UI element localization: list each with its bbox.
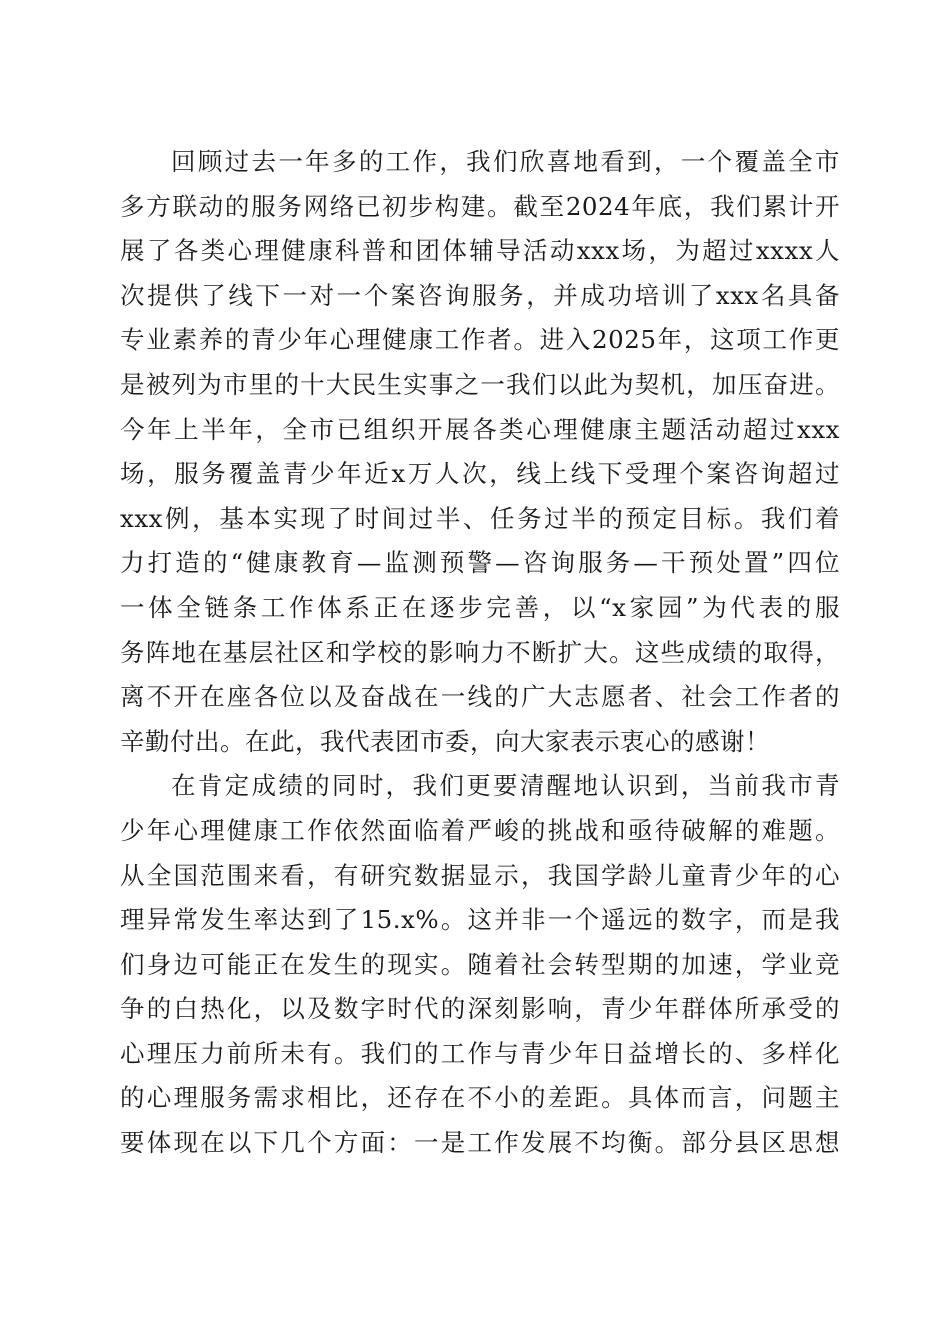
text-line: 专业素养的青少年心理健康工作者。进入2025年，这项工作更 <box>120 325 840 355</box>
text-line: 一体全链条工作体系正在逐步完善，以“x家园”为代表的服 <box>120 592 840 622</box>
paragraph-1 <box>120 140 840 764</box>
text-line: 次提供了线下一对一个案咨询服务，并成功培训了xxx名具备 <box>120 280 840 310</box>
text-line: 展了各类心理健康科普和团体辅导活动xxx场，为超过xxxx人 <box>120 236 840 266</box>
document-body <box>120 140 840 1166</box>
text-line: 今年上半年，全市已组织开展各类心理健康主题活动超过xxx <box>120 414 840 444</box>
text-line: 力打造的“健康教育—监测预警—咨询服务—干预处置”四位 <box>120 548 840 578</box>
text-line: 的心理服务需求相比，还存在不小的差距。具体而言，问题主 <box>120 1083 840 1113</box>
text-line: 务阵地在基层社区和学校的影响力不断扩大。这些成绩的取得， <box>120 637 840 667</box>
text-line: 辛勤付出。在此，我代表团市委，向大家表示衷心的感谢！ <box>120 726 770 756</box>
text-line: 场，服务覆盖青少年近x万人次，线上线下受理个案咨询超过 <box>120 459 840 489</box>
text-line: 在肯定成绩的同时，我们更要清醒地认识到，当前我市青 <box>171 771 840 801</box>
text-line: 离不开在座各位以及奋战在一线的广大志愿者、社会工作者的 <box>120 682 840 712</box>
text-line: 要体现在以下几个方面：一是工作发展不均衡。部分县区思想 <box>120 1128 840 1158</box>
text-line: 理异常发生率达到了15.x%。这并非一个遥远的数字，而是我 <box>120 905 840 935</box>
text-line: 是被列为市里的十大民生实事之一我们以此为契机，加压奋进。 <box>120 369 840 399</box>
text-line: 少年心理健康工作依然面临着严峻的挑战和亟待破解的难题。 <box>120 815 840 845</box>
paragraph-2 <box>120 764 840 1165</box>
text-line: xxx例，基本实现了时间过半、任务过半的预定目标。我们着 <box>120 503 840 533</box>
text-line: 争的白热化，以及数字时代的深刻影响，青少年群体所承受的 <box>120 994 840 1024</box>
text-line: 心理压力前所未有。我们的工作与青少年日益增长的、多样化 <box>120 1038 840 1068</box>
text-line: 从全国范围来看，有研究数据显示，我国学龄儿童青少年的心 <box>120 860 840 890</box>
text-line: 回顾过去一年多的工作，我们欣喜地看到，一个覆盖全市 <box>171 147 840 176</box>
text-line: 多方联动的服务网络已初步构建。截至2024年底，我们累计开 <box>120 191 840 221</box>
text-line: 们身边可能正在发生的现实。随着社会转型期的加速，学业竞 <box>120 949 840 979</box>
